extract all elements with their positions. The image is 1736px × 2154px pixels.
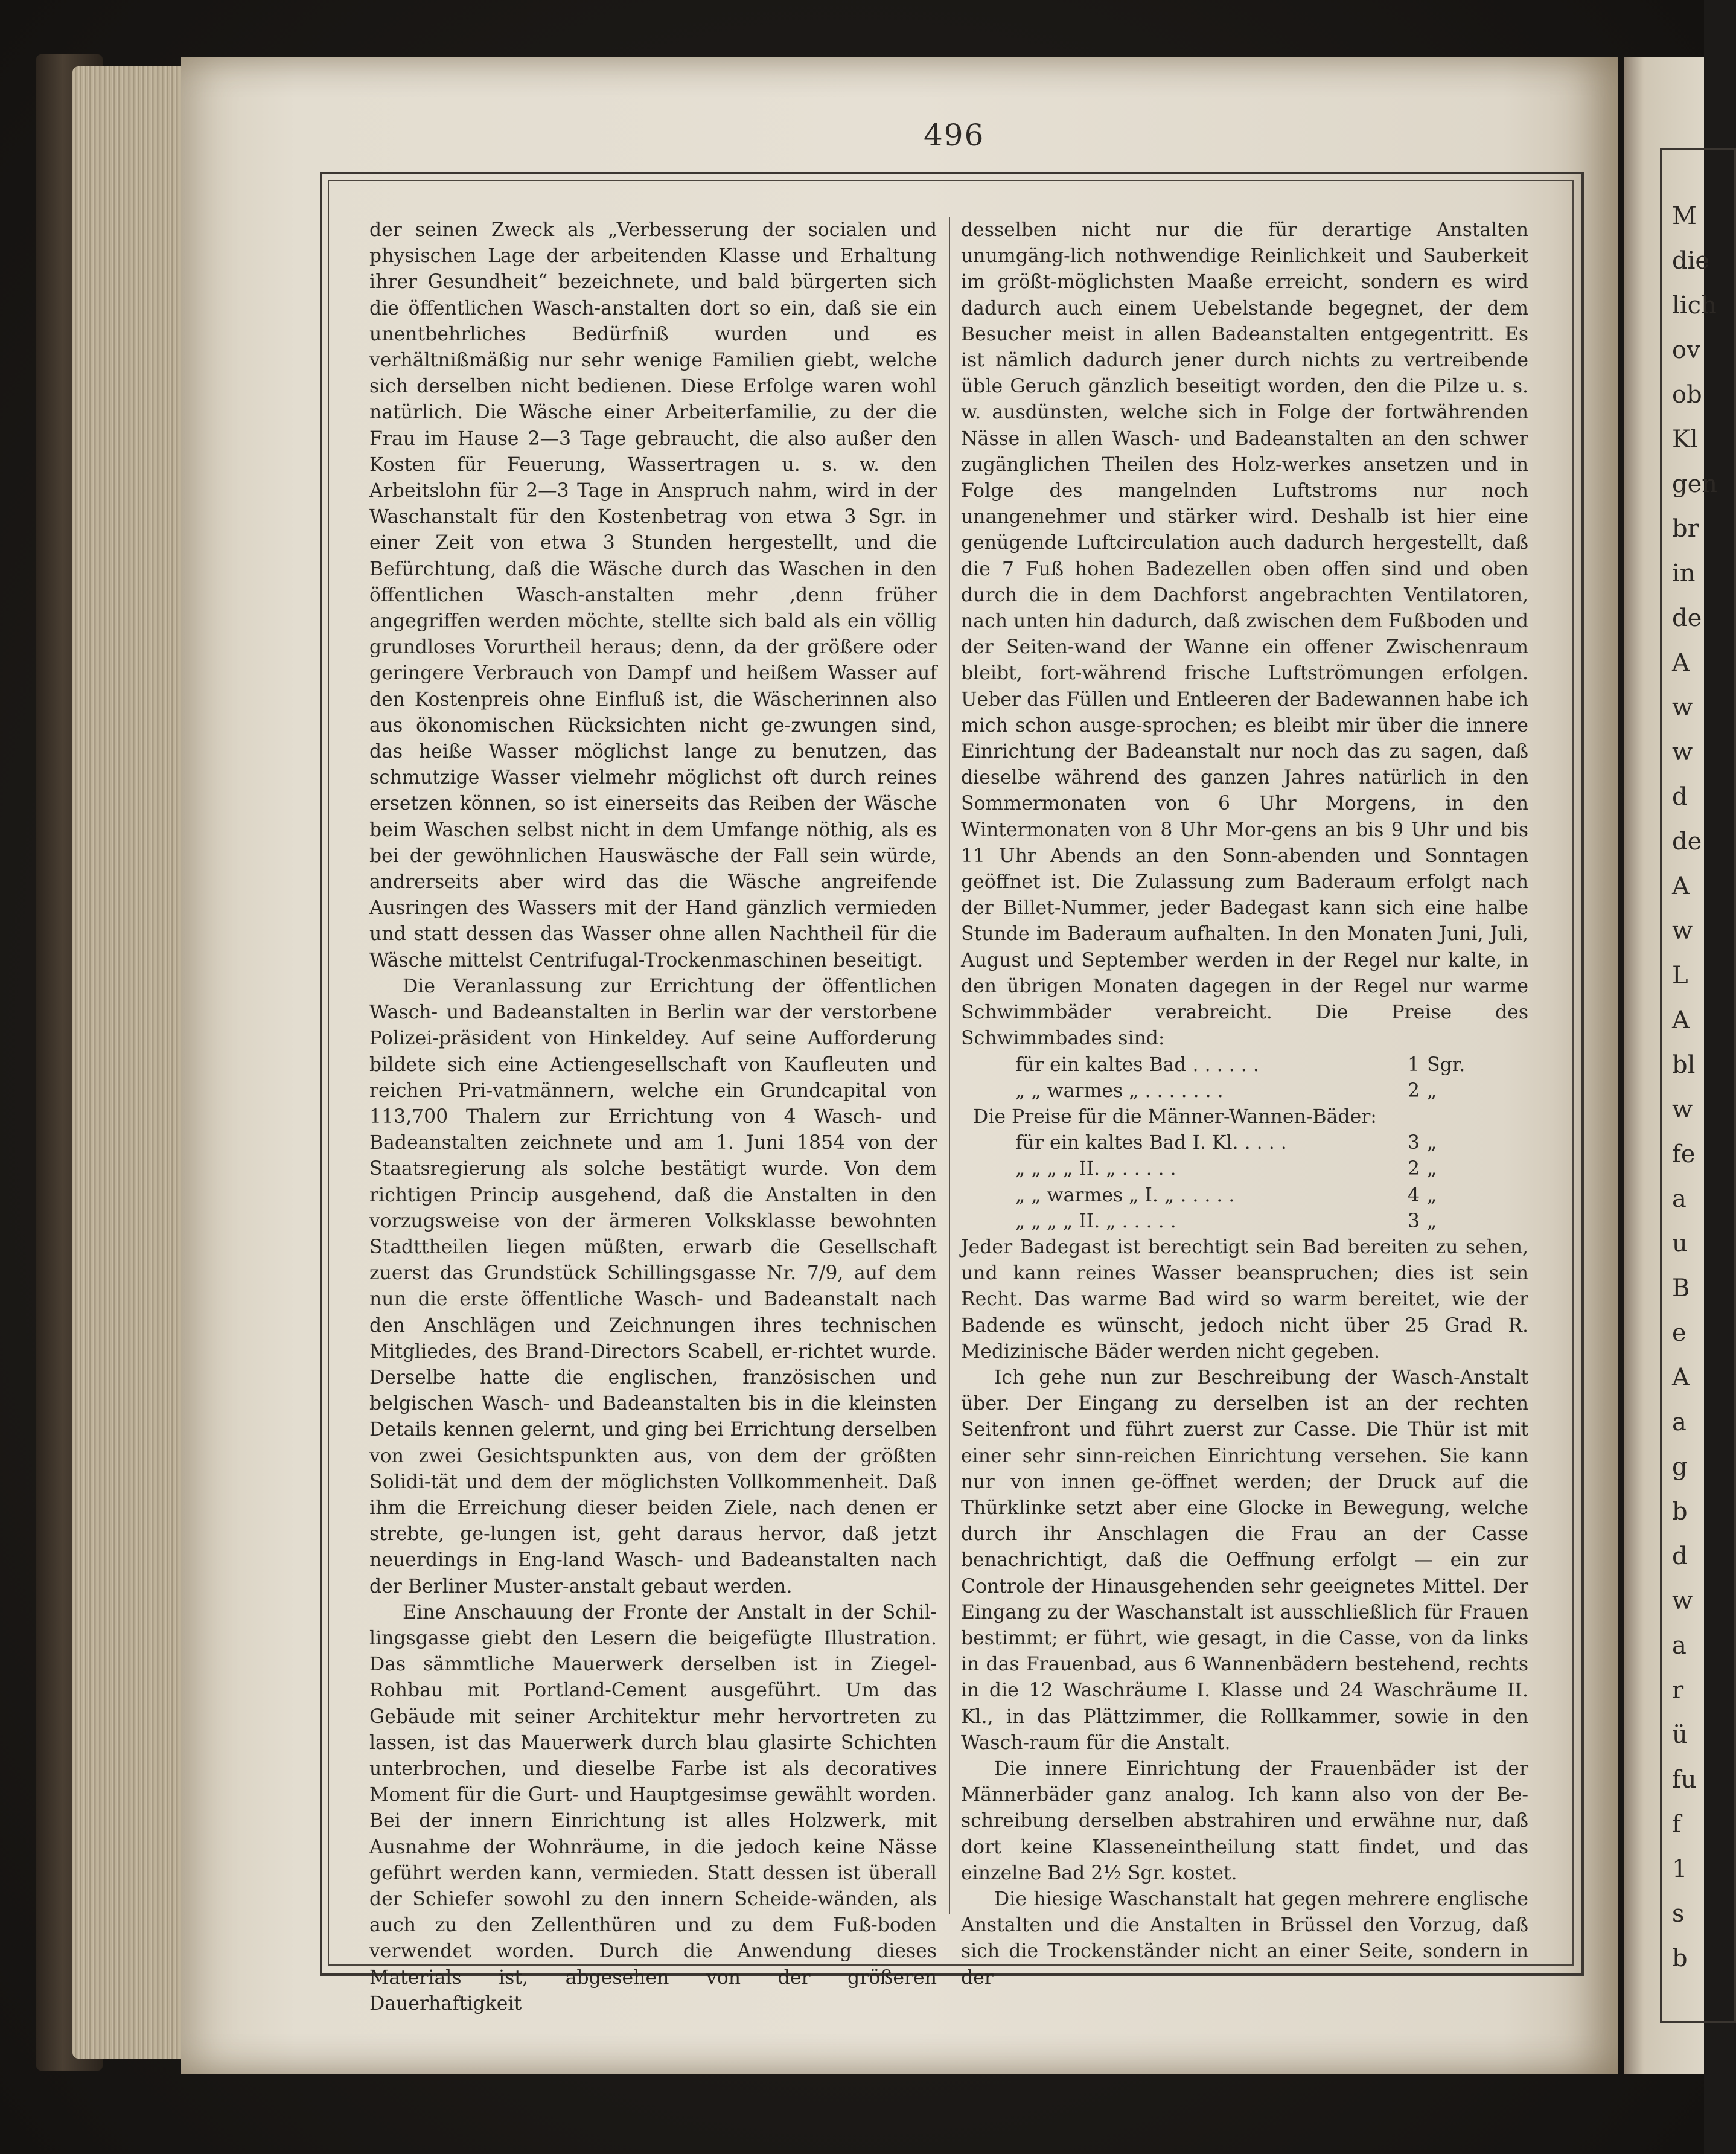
next-page-fragment: g (1672, 1453, 1688, 1481)
next-page-fragment: b (1672, 1498, 1688, 1526)
next-page-frame (1660, 148, 1736, 2023)
next-page-fragment: de (1672, 828, 1702, 855)
next-page-fragment: w (1672, 917, 1693, 945)
next-page-fragment: w (1672, 738, 1693, 766)
right-paragraph-1: desselben nicht nur die für derartige Anstalten unumgäng-lich nothwendige Reinlichkeit und Sauberkeit im größt-möglichsten Maaße erreicht, sondern es wird dadurch auch einem Uebelstande begegnet, der dem Besucher meist in allen Badeanstalten entgegentritt. Es ist nämlich dadurch jener durch nichts zu vertreibende üble Geruch gänzlich beseitigt worden, den die Pilze u. s. w. ausdünsten, welche sich in Folge der fortwährenden Nässe in allen Wasch- und Badeanstalten an den schwer zugänglichen Theilen des Holz-werkes ansetzen und in Folge des mangelnden Luftstroms nur noch unangenehmer und stärker wird. Deshalb ist hier eine genügende Luftcirculation auch dadurch hergestellt, daß die 7 Fuß hohen Badezellen oben offen sind und oben durch die in dem Dachforst angebrachten Ventilatoren, nach unten hin dadurch, daß zwischen dem Fußboden und der Seiten-wand der Wanne ein offener Zwischenraum bleibt, fort-während frische Luftströmungen erfolgen. Ueber das Füllen und Entleeren der Badewannen habe ich mich schon ausge-sprochen; es bleibt mir über die innere Einrichtung der Badeanstalt nur noch das zu sagen, daß dieselbe während des ganzen Jahres natürlich in den Sommermonaten von 6 Uhr Morgens, in den Wintermonaten von 8 Uhr Mor-gens an bis 9 Uhr und bis 11 Uhr Abends an den Sonn-abenden und Sonntagen geöffnet ist. Die Zulassung zum Baderaum erfolgt nach der Billet-Nummer, jeder Badegast kann sich eine halbe Stunde im Baderaum aufhalten. In den Monaten Juni, Juli, August und September werden in der Regel nur kalte, in den übrigen Monaten dagegen in der Regel nur warme Schwimmbäder verabreicht. Die Preise des Schwimmbades sind: (961, 219, 1528, 1050)
next-page-fragment: fe (1672, 1140, 1696, 1168)
next-page-fragment: b (1672, 1945, 1688, 1972)
left-paragraph-2: Die Veranlassung zur Errichtung der öffentlichen Wasch- und Badeanstalten in Berlin war der verstorbene Polizei-präsident von Hinkeldey. Auf seine Aufforderung bildete sich eine Actiengesellschaft von Kaufleuten und reichen Pri-vatmännern, welche ein Grundcapital von 113,700 Thalern zur Errichtung von 4 Wasch- und Badeanstalten zeichnete und am 1. Juni 1854 von der Staatsregierung als solche bestätigt wurde. Von dem richtigen Princip ausgehend, daß die Anstalten in den vorzugsweise von der ärmeren Volksklasse bewohnten Stadttheilen liegen müßten, erwarb die Gesellschaft zuerst das Grundstück Schillingsgasse Nr. 7/9, auf dem nun die erste öffentliche Wasch- und Badeanstalt nach den Anschlägen und Zeichnungen ihres technischen Mitgliedes, des Brand-Directors Scabell, er-richtet wurde. Derselbe hatte die englischen, französischen und belgischen Wasch- und Badeanstalten bis in die kleinsten Details kennen gelernt, und ging bei Errichtung derselben von zwei Gesichtspunkten aus, von dem der größten Solidi-tät und dem der möglichsten Vollkommenheit. Daß ihm die Erreichung dieser beiden Ziele, nach denen er strebte, ge-lungen ist, geht daraus hervor, daß jetzt neuerdings in Eng-land Wasch- und Badeanstalten nach der Berliner Muster-anstalt gebaut werden. (369, 975, 937, 1597)
page-number: 496 (924, 118, 985, 153)
next-page-fragment: s (1672, 1900, 1685, 1928)
next-page-fragment: 1 (1672, 1855, 1688, 1883)
price-label: „ „ „ „ II. „ . . . . . (1015, 1158, 1176, 1180)
next-page-fragment: A (1672, 1364, 1690, 1392)
left-paragraph-3: Eine Anschauung der Fronte der Anstalt in der Schil-lingsgasse giebt den Lesern die beigefügte Illustration. Das sämmtliche Mauerwerk derselben ist in Ziegel-Rohbau mit Portland-Cement ausgeführt. Um das Gebäude mit seiner Architektur mehr hervortreten zu lassen, ist das Mauerwerk durch blau glasirte Schichten unterbrochen, und dieselbe Farbe ist als decoratives Moment für die Gurt- und Hauptgesimse gewählt worden. Bei der innern Einrichtung ist alles Holzwerk, mit Ausnahme der Wohnräume, in die jedoch keine Nässe geführt werden kann, vermieden. Statt dessen ist überall der Schiefer sowohl zu den innern Scheide-wänden, als auch zu den Zellenthüren und zu dem Fuß-boden verwendet worden. Durch die Anwendung dieses Materials ist, abgesehen von der größeren Dauerhaftigkeit (369, 1601, 937, 2015)
next-page-fragment: w (1672, 1587, 1693, 1615)
next-page-fragment: f (1672, 1810, 1681, 1838)
next-page-fragment: d (1672, 783, 1688, 811)
price-label: „ „ warmes „ I. „ . . . . . (1015, 1184, 1235, 1206)
next-page-fragment: gen (1672, 470, 1718, 498)
price-unit: „ (1427, 1158, 1437, 1180)
right-paragraph-5: Die hiesige Waschanstalt hat gegen mehrere englische Anstalten und die Anstalten in Brüssel den Vorzug, daß sich die Trockenständer nicht an einer Seite, sondern in der (961, 1888, 1528, 1989)
right-paragraph-3: Ich gehe nun zur Beschreibung der Wasch-Anstalt über. Der Eingang zu derselben ist an der rechten Seitenfront und führt zuerst zur Casse. Die Thür ist mit einer sehr sinn-reichen Einrichtung versehen. Sie kann nur von innen ge-öffnet werden; der Druck auf die Thürklinke setzt aber eine Glocke in Bewegung, welche durch ihr Anschlagen die Frau an der Casse benachrichtigt, daß die Oeffnung erfolgt — ein zur Controle der Hinausgehenden sehr geeignetes Mittel. Der Eingang zu der Waschanstalt ist ausschließlich für Frauen bestimmt; er führt, wie gesagt, in die Casse, von da links in das Frauenbad, aus 6 Wannenbädern bestehend, rechts in die 12 Waschräume I. Klasse und 24 Waschräume II. Kl., in das Plättzimmer, die Rollkammer, sowie in den Wasch-raum für die Anstalt. (961, 1366, 1528, 1754)
price-label: Die Preise für die Männer-Wannen-Bäder: (973, 1105, 1377, 1128)
column-divider (949, 217, 950, 1914)
price-unit: „ (1427, 1079, 1437, 1102)
next-page-fragment: ov (1672, 336, 1700, 364)
right-paragraph-4: Die innere Einrichtung der Frauenbäder ist der Männerbäder ganz analog. Ich kann also von der Be-schreibung derselben abstrahiren und erwähne nur, daß dort keine Klasseneintheilung statt findet, und das einzelne Bad 2½ Sgr. kostet. (961, 1757, 1528, 1884)
next-page-fragment: a (1672, 1185, 1687, 1213)
next-page-fragment: br (1672, 515, 1699, 543)
price-value: 4 (1407, 1184, 1420, 1206)
next-page-fragment: Kl (1672, 426, 1698, 453)
price-unit: Sgr. (1427, 1053, 1466, 1076)
next-page-fragment: a (1672, 1632, 1687, 1660)
next-page-fragment: d (1672, 1542, 1688, 1570)
next-page-fragment: A (1672, 872, 1690, 900)
next-page-fragment: A (1672, 649, 1690, 677)
price-unit: „ (1427, 1184, 1437, 1206)
next-page-fragment: A (1672, 1006, 1690, 1034)
price-value: 3 (1407, 1132, 1420, 1154)
price-value: 1 (1407, 1053, 1420, 1076)
left-column (369, 217, 937, 2017)
next-page-fragment: u (1672, 1230, 1688, 1258)
price-label: „ „ warmes „ . . . . . . . (1015, 1079, 1224, 1102)
next-page-fragment: ü (1672, 1721, 1688, 1749)
price-label: für ein kaltes Bad . . . . . . (1015, 1053, 1259, 1076)
price-unit: „ (1427, 1210, 1437, 1232)
page-edges-stack (72, 66, 187, 2059)
next-page-fragment: bl (1672, 1051, 1696, 1079)
next-page-fragment: L (1672, 962, 1688, 989)
price-value: 3 (1407, 1210, 1420, 1232)
next-page-fragment: die (1672, 247, 1710, 275)
price-row (961, 1156, 1528, 1182)
price-unit: „ (1427, 1132, 1437, 1154)
price-label: „ „ „ „ II. „ . . . . . (1015, 1210, 1176, 1232)
next-page-fragment: e (1672, 1319, 1687, 1347)
next-page-fragment: ob (1672, 381, 1702, 409)
price-row (961, 1052, 1528, 1078)
price-row (961, 1209, 1528, 1235)
next-page-edge (1624, 57, 1718, 2074)
price-value: 2 (1407, 1079, 1420, 1102)
next-page-fragment: M (1672, 202, 1697, 230)
price-row (961, 1183, 1528, 1209)
next-page-fragment: in (1672, 560, 1696, 587)
price-row (961, 1130, 1528, 1156)
right-paragraph-2: Jeder Badegast ist berechtigt sein Bad bereiten zu sehen, und kann reines Wasser beanspruchen; dies ist sein Recht. Das warme Bad wird so warm bereitet, wie der Badende es wünscht, jedoch nicht über 25 Grad R. Medizinische Bäder werden nicht gegeben. (961, 1236, 1528, 1363)
price-label: für ein kaltes Bad I. Kl. . . . . (1015, 1132, 1287, 1154)
price-row (961, 1104, 1528, 1130)
next-page-fragment: w (1672, 694, 1693, 721)
next-page-fragment: de (1672, 604, 1702, 632)
price-list (961, 1052, 1528, 1235)
price-value: 2 (1407, 1158, 1420, 1180)
left-paragraph-1: der seinen Zweck als „Verbesserung der socialen und physischen Lage der arbeitenden Klasse und Erhaltung ihrer Gesundheit“ bezeichnete, und bald bürgerten sich die öffentlichen Wasch-anstalten dort so ein, daß sie ein unentbehrliches Bedürfniß wurden und es verhältnißmäßig nur sehr wenige Familien giebt, welche sich derselben nicht bedienen. Diese Erfolge waren wohl natürlich. Die Wäsche einer Arbeiterfamilie, zu der die Frau im Hause 2—3 Tage gebraucht, die also außer den Kosten für Feuerung, Wassertragen u. s. w. den Arbeitslohn für 2—3 Tage in Anspruch nahm, wird in der Waschanstalt für den Kostenbetrag von etwa 3 Sgr. in einer Zeit von etwa 3 Stunden hergestellt, und die Befürchtung, daß die Wäsche durch das Waschen in den öffentlichen Wasch-anstalten mehr ,denn früher angegriffen werden möchte, stellte sich bald als ein völlig grundloses Vorurtheil heraus; denn, da der größere oder geringere Verbrauch von Dampf und heißem Wasser auf den Kostenpreis ohne Einfluß ist, die Wäscherinnen also aus ökonomischen Rücksichten nicht ge-zwungen sind, das heiße Wasser möglichst lange zu benutzen, das schmutzige Wasser vielmehr möglichst oft durch reines ersetzen können, so ist einerseits das Reiben der Wäsche beim Waschen selbst nicht in dem Umfange nöthig, als es bei der gewöhnlichen Hauswäsche der Fall sein würde, andrerseits aber wird das die Wäsche angreifende Ausringen des Wassers mit der Hand gänzlich vermieden und statt dessen das Wasser ohne allen Nachtheil für die Wäsche mittelst Centrifugal-Trockenmaschinen beseitigt. (369, 219, 937, 971)
next-page-fragment: B (1672, 1274, 1690, 1302)
next-page-fragment: fu (1672, 1766, 1697, 1794)
price-row (961, 1078, 1528, 1104)
next-page-fragment: w (1672, 1096, 1693, 1123)
right-column (961, 217, 1528, 1991)
next-page-fragment: lich (1672, 292, 1717, 319)
next-page-fragment: a (1672, 1408, 1687, 1436)
next-page-fragment: r (1672, 1676, 1684, 1704)
